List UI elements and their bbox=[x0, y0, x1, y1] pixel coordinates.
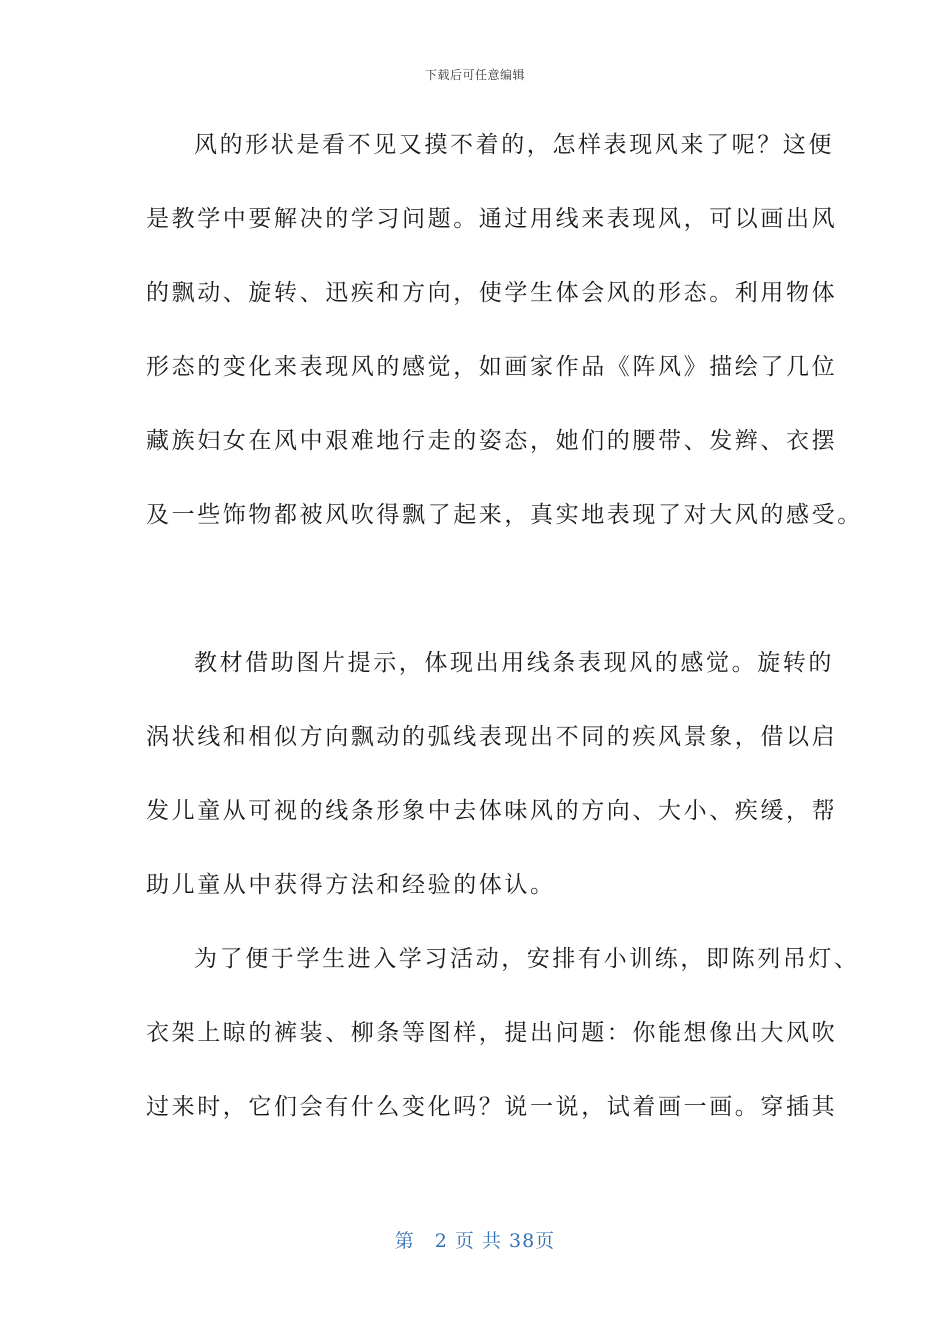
page-header: 下载后可任意编辑 bbox=[424, 68, 525, 82]
paragraph-1-line-6: 及一些饰物都被风吹得飘了起来，真实地表现了对大风的感受。 bbox=[146, 502, 863, 528]
document-body bbox=[146, 120, 863, 1156]
paragraph-3-line-1: 为了便于学生进入学习活动，安排有小训练，即陈列吊灯、 bbox=[194, 946, 860, 972]
paragraph-2-line-4: 助儿童从中获得方法和经验的体认。 bbox=[146, 872, 556, 898]
paragraph-2-line-3: 发儿童从可视的线条形象中去体味风的方向、大小、疾缓，帮 bbox=[146, 798, 838, 824]
paragraph-1-line-4: 形态的变化来表现风的感觉，如画家作品《阵风》描绘了几位 bbox=[146, 354, 838, 380]
paragraph-1-line-3: 的飘动、旋转、迅疾和方向，使学生体会风的形态。利用物体 bbox=[146, 280, 838, 306]
paragraph-2-line-1: 教材借助图片提示，体现出用线条表现风的感觉。旋转的 bbox=[194, 650, 834, 676]
paragraph-3-line-2: 衣架上晾的裤装、柳条等图样，提出问题：你能想像出大风吹 bbox=[146, 1020, 838, 1046]
paragraph-3-line-3: 过来时，它们会有什么变化吗？说一说，试着画一画。穿插其 bbox=[146, 1094, 838, 1120]
paragraph-gap bbox=[146, 564, 806, 638]
paragraph-1-line-2: 是教学中要解决的学习问题。通过用线来表现风，可以画出风 bbox=[146, 206, 838, 232]
paragraph-1-line-5: 藏族妇女在风中艰难地行走的姿态，她们的腰带、发辫、衣摆 bbox=[146, 428, 838, 454]
paragraph-1-line-1: 风的形状是看不见又摸不着的，怎样表现风来了呢？这便 bbox=[194, 132, 834, 158]
page-number-footer: 第 2 页 共 38页 bbox=[394, 1230, 556, 1252]
paragraph-2-line-2: 涡状线和相似方向飘动的弧线表现出不同的疾风景象，借以启 bbox=[146, 724, 838, 750]
